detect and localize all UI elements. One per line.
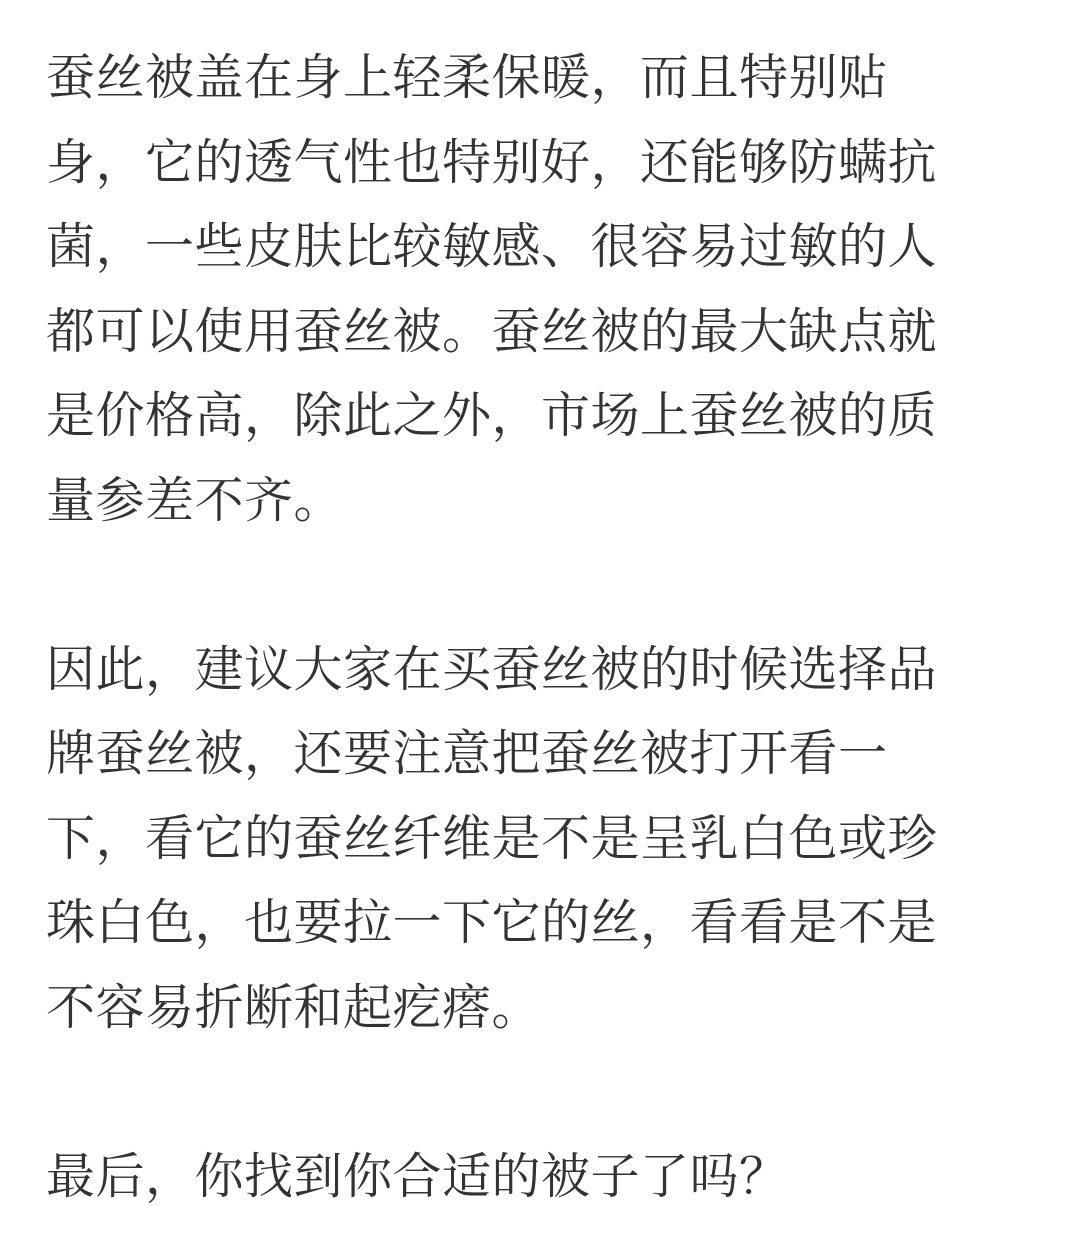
text-line: 都可以使用蚕丝被。蚕丝被的最大缺点就 bbox=[46, 302, 938, 360]
text-line: 不容易折断和起疙瘩。 bbox=[46, 978, 542, 1036]
paragraph-3 bbox=[46, 1135, 1038, 1220]
text-line: 珠白色，也要拉一下它的丝，看看是不是 bbox=[46, 894, 938, 951]
text-line: 菌，一些皮肤比较敏感、很容易过敏的人 bbox=[46, 218, 938, 275]
text-line: 蚕丝被盖在身上轻柔保暖，而且特别贴 bbox=[46, 49, 888, 106]
article-body bbox=[46, 36, 1038, 1219]
text-line: 身，它的透气性也特别好，还能够防螨抗 bbox=[46, 133, 938, 191]
paragraph-2 bbox=[46, 628, 1038, 1051]
text-line: 因此，建议大家在买蚕丝被的时候选择品 bbox=[46, 640, 938, 698]
paragraph-1 bbox=[46, 36, 1038, 543]
text-line: 量参差不齐。 bbox=[46, 471, 344, 529]
text-line: 最后，你找到你合适的被子了吗？ bbox=[46, 1147, 789, 1205]
text-line: 牌蚕丝被，还要注意把蚕丝被打开看一 bbox=[46, 725, 888, 782]
text-line: 是价格高，除此之外，市场上蚕丝被的质 bbox=[46, 387, 938, 444]
text-line: 下，看它的蚕丝纤维是不是呈乳白色或珍 bbox=[46, 809, 938, 867]
